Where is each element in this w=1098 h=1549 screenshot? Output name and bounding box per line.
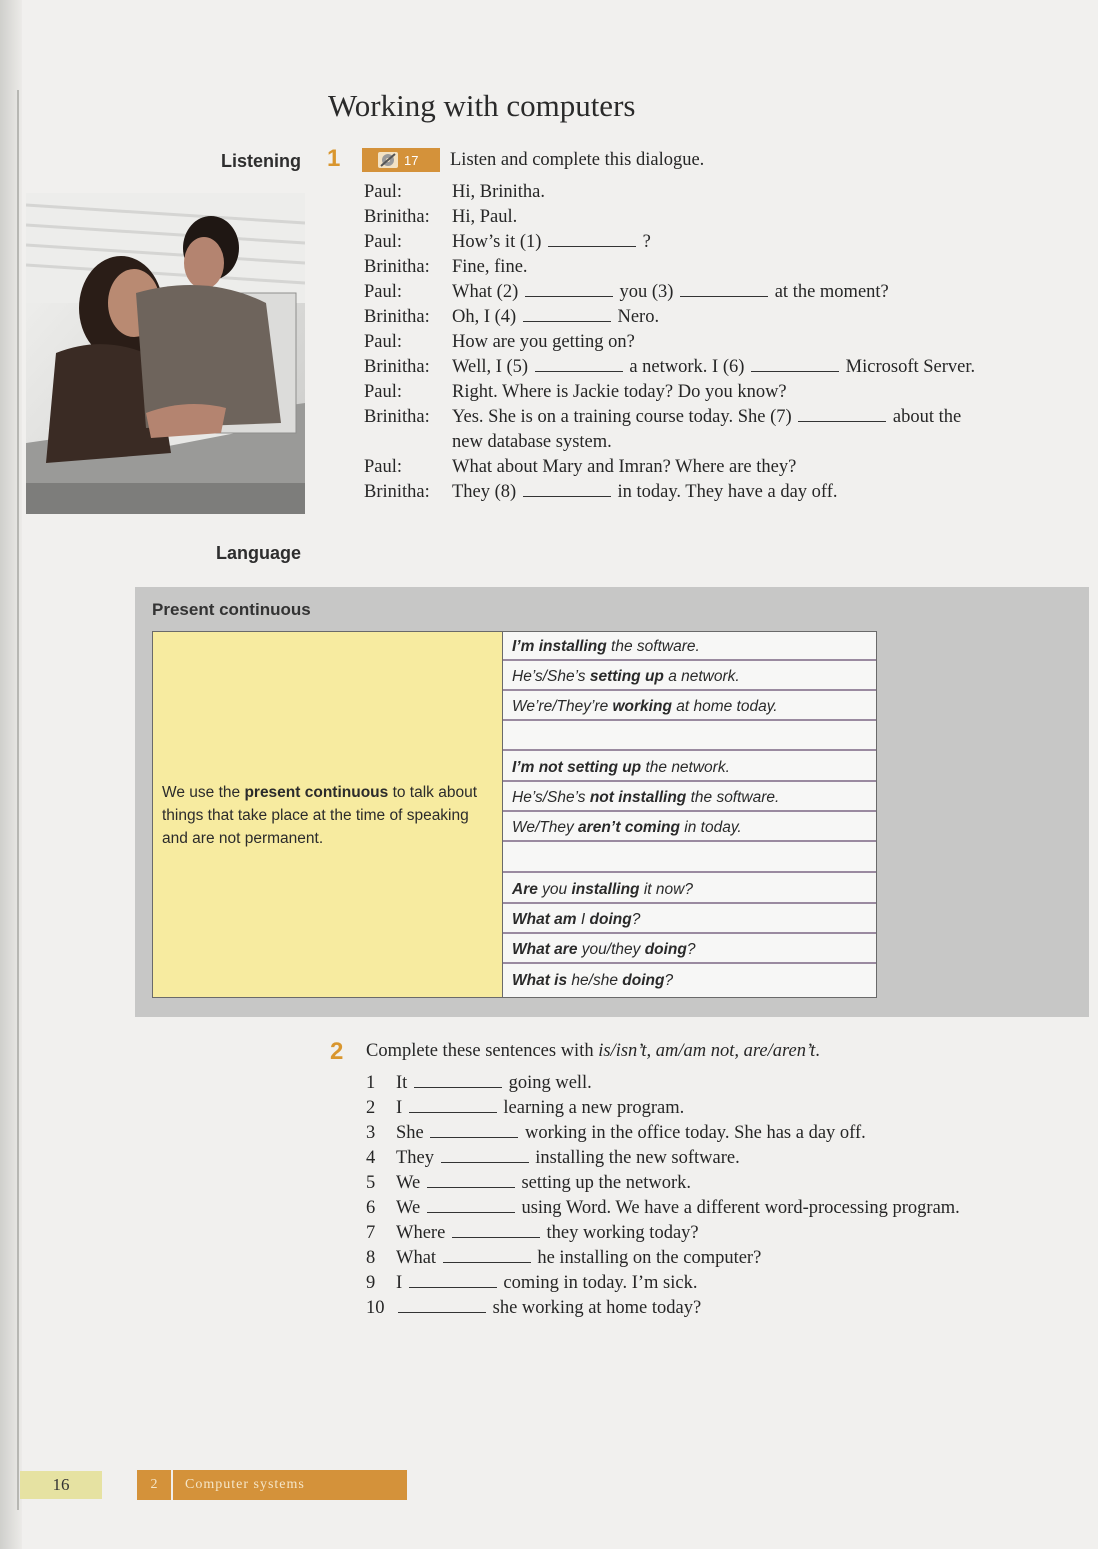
answer-blank[interactable] <box>427 1173 515 1188</box>
answer-blank-3[interactable] <box>680 282 768 297</box>
dialogue-line: Paul: Hi, Brinitha. <box>364 182 546 202</box>
dialogue-line: Brinitha: Fine, fine. <box>364 257 528 277</box>
dialogue-line: Paul: What (2) you (3) at the moment? <box>364 282 889 302</box>
answer-blank-6[interactable] <box>751 357 839 372</box>
exercise-item: 1 It going well. <box>366 1073 592 1093</box>
page-number: 16 <box>20 1471 102 1499</box>
cd-icon <box>378 152 398 168</box>
exercise-item: 8 What he installing on the computer? <box>366 1248 762 1268</box>
answer-blank-5[interactable] <box>535 357 623 372</box>
grammar-box-title: Present continuous <box>152 600 311 619</box>
answer-blank-8[interactable] <box>523 482 611 497</box>
dialogue-line: Brinitha: Well, I (5) a network. I (6) Microsoft Server. <box>364 357 976 377</box>
answer-blank-1[interactable] <box>548 232 636 247</box>
answer-blank-7[interactable] <box>798 407 886 422</box>
grammar-example-row: We’re/They’re working at home today. <box>503 692 876 721</box>
answer-blank-4[interactable] <box>523 307 611 322</box>
grammar-example-row: I’m installing the software. <box>503 632 876 661</box>
section-label-listening: Listening <box>221 151 301 171</box>
grammar-examples-table <box>502 631 877 998</box>
answer-blank[interactable] <box>409 1098 497 1113</box>
dialogue-line: Paul: How’s it (1) ? <box>364 232 651 252</box>
answer-blank[interactable] <box>441 1148 529 1163</box>
answer-blank[interactable] <box>443 1248 531 1263</box>
unit-number: 2 <box>137 1470 173 1500</box>
grammar-example-row: What are you/they doing? <box>503 935 876 964</box>
exercise-item: 9 I coming in today. I’m sick. <box>366 1273 698 1293</box>
section-label-language: Language <box>216 543 302 563</box>
grammar-note-panel <box>152 631 503 998</box>
audio-track-number: 17 <box>404 152 419 168</box>
page-title: Working with computers <box>328 88 636 123</box>
exercise-item: 5 We setting up the network. <box>366 1173 692 1193</box>
dialogue-line: Paul: Right. Where is Jackie today? Do you know? <box>364 382 787 402</box>
answer-blank[interactable] <box>398 1298 486 1313</box>
grammar-example-row: We/They aren’t coming in today. <box>503 813 876 842</box>
exercise-item: 6 We using Word. We have a different word-processing program. <box>366 1198 960 1218</box>
dialogue-line: Brinitha: They (8) in today. They have a day off. <box>364 482 838 502</box>
unit-footer <box>137 1470 407 1500</box>
exercise-item: 7 Where they working today? <box>366 1223 699 1243</box>
grammar-example-row <box>503 844 876 873</box>
exercise-number-1: 1 <box>327 145 341 172</box>
book-spine-line <box>17 90 19 1510</box>
dialogue-line: Brinitha: Hi, Paul. <box>364 207 518 227</box>
exercise-item: 4 They installing the new software. <box>366 1148 740 1168</box>
grammar-example-row: He’s/She’s not installing the software. <box>503 783 876 812</box>
dialogue-line: new database system. <box>452 432 612 452</box>
answer-blank[interactable] <box>409 1273 497 1288</box>
audio-track-badge[interactable] <box>362 148 440 172</box>
dialogue-line: Paul: What about Mary and Imran? Where are they? <box>364 457 797 477</box>
office-photo <box>26 193 305 514</box>
answer-blank[interactable] <box>414 1073 502 1088</box>
grammar-example-row: Are you installing it now? <box>503 875 876 904</box>
exercise-1-instruction: Listen and complete this dialogue. <box>450 150 705 170</box>
dialogue-line: Brinitha: Oh, I (4) Nero. <box>364 307 660 327</box>
exercise-item: 2 I learning a new program. <box>366 1098 685 1118</box>
exercise-item: 10 she working at home today? <box>366 1298 702 1318</box>
dialogue-line: Paul: How are you getting on? <box>364 332 635 352</box>
grammar-example-row: What am I doing? <box>503 905 876 934</box>
unit-title: Computer systems <box>185 1477 305 1492</box>
dialogue-line: Brinitha: Yes. She is on a training course today. She (7) about the <box>364 407 962 427</box>
grammar-note: We use the present continuous to talk about things that take place at the time of speaking and are not permanent. <box>162 784 478 847</box>
grammar-example-row <box>503 722 876 751</box>
exercise-2-instruction: Complete these sentences with is/isn’t, am/am not, are/aren’t. <box>366 1041 820 1061</box>
grammar-example-row: He’s/She’s setting up a network. <box>503 662 876 691</box>
grammar-example-row: I’m not setting up the network. <box>503 753 876 782</box>
answer-blank[interactable] <box>430 1123 518 1138</box>
grammar-example-row: What is he/she doing? <box>512 972 674 989</box>
answer-blank[interactable] <box>452 1223 540 1238</box>
answer-blank[interactable] <box>427 1198 515 1213</box>
answer-blank-2[interactable] <box>525 282 613 297</box>
exercise-item: 3 She working in the office today. She has a day off. <box>366 1123 866 1143</box>
exercise-number-2: 2 <box>330 1038 344 1065</box>
